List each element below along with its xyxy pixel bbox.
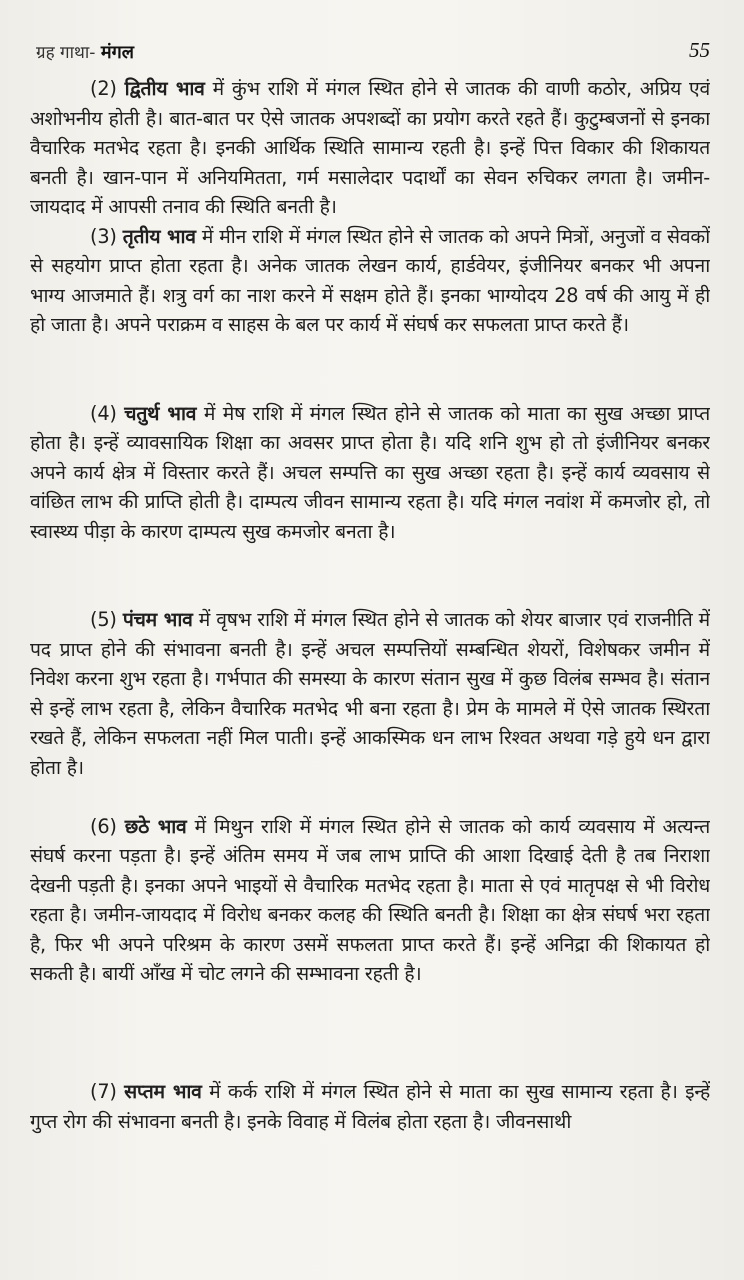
running-title-text: ग्रह गाथा-: [36, 43, 96, 63]
paragraph-heading: तृतीय भाव: [122, 224, 196, 248]
paragraph-number: (5): [90, 608, 117, 631]
paragraph-text: में मेष राशि में मंगल स्थित होने से जातक को माता का सुख अच्छा प्राप्त होता है। इन्हें व्यावसायिक शिक्षा का अवसर प्राप्त होता है। यदि शनि शुभ हो तो इंजीनियर बनकर अपने कार्य क्षेत्र में विस्तार करते हैं। अचल सम्पत्ति का सुख अच्छा रहता है। इन्हें कार्य व्यवसाय से वांछित लाभ की प्राप्ति होती है। दाम्पत्य जीवन सामान्य रहता है। यदि मंगल नवांश में कमजोर हो, तो स्वास्थ्य पीड़ा के कारण दाम्पत्य सुख कमजोर बनता है।: [30, 401, 710, 543]
page-header: [36, 40, 710, 70]
paragraph-house-3: [30, 222, 710, 399]
paragraph-heading: चतुर्थ भाव: [124, 401, 197, 425]
body-text: [30, 74, 710, 1136]
paragraph-number: (3): [90, 224, 117, 248]
paragraph-text: में मिथुन राशि में मंगल स्थित होने से जातक को कार्य व्यवसाय में अत्यन्त संघर्ष करना पड़ता है। इन्हें अंतिम समय में जब लाभ प्राप्ति की आशा दिखाई देती है तब निराशा देखनी पड़ती है। इनका अपने भाइयों से वैचारिक मतभेद रहता है। माता से एवं मातृपक्ष से भी विरोध रहता है। जमीन-जायदाद में विरोध बनकर कलह की स्थिति बनती है। शिक्षा का क्षेत्र संघर्ष भरा रहता है, फिर भी अपने परिश्रम के कारण उसमें सफलता प्राप्त करते हैं। इन्हें अनिद्रा की शिकायत हो सकती है। बायीं आँख में चोट लगने की सम्भावना रहती है।: [30, 814, 710, 985]
paragraph-text: में कुंभ राशि में मंगल स्थित होने से जातक की वाणी कठोर, अप्रिय एवं अशोभनीय होती है। बात-बात पर ऐसे जातक अपशब्दों का प्रयोग करते रहते हैं। कुटुम्बजनों से इनका वैचारिक मतभेद रहता है। इनकी आर्थिक स्थिति सामान्य रहती है। इन्हें पित्त विकार की शिकायत बनती है। खान-पान में अनियमितता, गर्म मसालेदार पदार्थों का सेवन रुचिकर लगता है। जमीन-जायदाद में आपसी तनाव की स्थिति बनती है।: [30, 77, 710, 218]
paragraph-number: (2): [90, 77, 117, 100]
page-number: 55: [689, 38, 710, 62]
paragraph-number: (7): [90, 1080, 117, 1103]
paragraph-heading: सप्तम भाव: [124, 1080, 202, 1103]
running-title-bold: मंगल: [100, 42, 134, 63]
paragraph-house-4: [30, 399, 710, 606]
paragraph-text: में मीन राशि में मंगल स्थित होने से जातक को अपने मित्रों, अनुजों व सेवकों से सहयोग प्राप्त होता रहता है। अनेक जातक लेखन कार्य, हार्डवेयर, इंजीनियर बनकर भी अपना भाग्य आजमाते हैं। शत्रु वर्ग का नाश करने में सक्षम होते हैं। इनका भाग्योदय 28 वर्ष की आयु में ही हो जाता है। अपने पराक्रम व साहस के बल पर कार्य में संघर्ष कर सफलता प्राप्त करते हैं।: [30, 224, 710, 336]
paragraph-heading: द्वितीय भाव: [124, 77, 205, 100]
paragraph-house-5: [30, 605, 710, 812]
paragraph-house-7: [30, 1077, 710, 1136]
paragraph-house-2: [30, 74, 710, 222]
paragraph-number: (6): [90, 814, 117, 838]
paragraph-heading: छठे भाव: [124, 814, 187, 838]
paragraph-number: (4): [90, 401, 117, 425]
paragraph-text: में कर्क राशि में मंगल स्थित होने से माता का सुख सामान्य रहता है। इन्हें गुप्त रोग की संभावना बनती है। इनके विवाह में विलंब होता रहता है। जीवनसाथी: [30, 1080, 710, 1133]
paragraph-heading: पंचम भाव: [122, 608, 193, 631]
running-title: [36, 40, 134, 64]
paragraph-text: में वृषभ राशि में मंगल स्थित होने से जातक को शेयर बाजार एवं राजनीति में पद प्राप्त होने की संभावना बनती है। इन्हें अचल सम्पत्तियों सम्बन्धित शेयरों, विशेषकर जमीन में निवेश करना शुभ रहता है। गर्भपात की समस्या के कारण संतान सुख में कुछ विलंब सम्भव है। संतान से इन्हें लाभ रहता है, लेकिन वैचारिक मतभेद भी बना रहता है। प्रेम के मामले में ऐसे जातक स्थिरता रखते हैं, लेकिन सफलता नहीं मिल पाती। इन्हें आकस्मिक धन लाभ रिश्वत अथवा गड़े हुये धन द्वारा होता है।: [30, 608, 710, 779]
paragraph-house-6: [30, 812, 710, 1078]
